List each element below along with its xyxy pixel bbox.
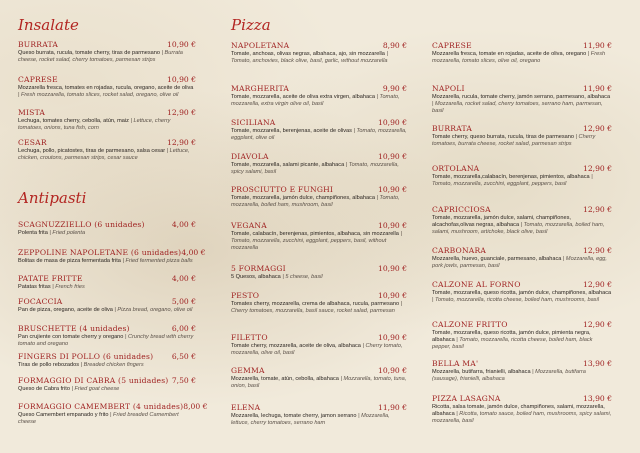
menu-item-price: 11,90 € bbox=[378, 403, 407, 412]
menu-item bbox=[231, 41, 407, 65]
menu-item-header bbox=[231, 84, 407, 93]
menu-item-price: 11,90 € bbox=[583, 84, 612, 93]
menu-item-header bbox=[432, 41, 612, 50]
menu-item-header bbox=[18, 324, 196, 333]
menu-item bbox=[231, 152, 407, 176]
menu-item-name: CAPRESE bbox=[18, 75, 58, 84]
menu-item-name: PIZZA LASAGNA bbox=[432, 394, 501, 403]
menu-item-description-spanish: 5 Quesos, albahaca bbox=[231, 274, 281, 280]
menu-item-description-english: | Fresh mozzarella, tomato slices, rocket salad, oregano, olive oil bbox=[18, 92, 179, 99]
menu-item-name: CAPRICCIOSA bbox=[432, 205, 491, 214]
menu-item-name: FOCACCIA bbox=[18, 297, 63, 306]
menu-item bbox=[18, 324, 196, 348]
menu-item-header bbox=[432, 246, 612, 255]
menu-item-price: 12,90 € bbox=[583, 205, 612, 214]
menu-item-description bbox=[432, 330, 612, 352]
menu-item-name: CESAR bbox=[18, 138, 47, 147]
menu-item-name: NAPOLETANA bbox=[231, 41, 290, 50]
menu-item-name: BELLA MA' bbox=[432, 359, 479, 368]
menu-item-description-english: | Cherry tomato, mozzarella, olive oil, basil bbox=[231, 343, 403, 357]
menu-item-description-english: | Burrata cheese, rocket salad, cherry tomatoes, parmesan strips bbox=[18, 50, 183, 64]
menu-item-description-spanish: Pan de pizza, oregano, aceite de oliva bbox=[18, 307, 113, 313]
menu-item-description bbox=[18, 284, 196, 291]
menu-item bbox=[231, 403, 407, 427]
menu-item-description-spanish: Lechuga, tomates cherry, cebolla, atún, maiz bbox=[18, 118, 129, 124]
menu-item bbox=[18, 402, 208, 426]
menu-item bbox=[432, 124, 612, 148]
menu-item-description bbox=[231, 162, 407, 176]
menu-item-header bbox=[18, 108, 196, 117]
menu-item bbox=[231, 221, 407, 253]
menu-item-description-english: | Crunchy bread with cherry tomato and oregano bbox=[18, 334, 194, 348]
menu-item bbox=[432, 84, 612, 116]
menu-item-description-english: | Fried breaded Camembert cheese bbox=[18, 412, 179, 426]
menu-item-description-english: | Ricotta, tomato sauce, boiled ham, mushrooms, spicy salami, mozzarella, basil bbox=[432, 411, 612, 425]
menu-item-description-english: | Pizza bread, oregano, olive oil bbox=[114, 307, 193, 313]
menu-item-description bbox=[18, 412, 196, 426]
menu-item-name: ELENA bbox=[231, 403, 261, 412]
menu-item-price: 12,90 € bbox=[583, 320, 612, 329]
menu-item-description bbox=[231, 376, 407, 390]
menu-item-header bbox=[432, 124, 612, 133]
menu-item-description bbox=[231, 128, 407, 142]
menu-item-description-english: | Mozzarella, egg, pork jowls, parmesan, basil bbox=[432, 256, 607, 270]
menu-item-name: NAPOLI bbox=[432, 84, 465, 93]
menu-item-description-english: | Tomato, mozzarella, ricotta cheese, boiled ham, black pepper, basil bbox=[432, 337, 593, 351]
menu-item-description bbox=[432, 51, 612, 65]
menu-item-price: 10,90 € bbox=[378, 264, 407, 273]
menu-item-description bbox=[231, 413, 407, 427]
menu-item bbox=[231, 84, 407, 108]
menu-item-description-spanish: Tomate, anchoas, olivas negras, albahaca, ajo, sin mozzarella bbox=[231, 51, 385, 57]
menu-item-header bbox=[18, 402, 208, 411]
menu-item-description bbox=[432, 134, 612, 148]
menu-item-price: 12,90 € bbox=[583, 124, 612, 133]
menu-item-description bbox=[18, 50, 196, 64]
menu-item-description bbox=[231, 94, 407, 108]
menu-item-description-spanish: Lechuga, pollo, picatostes, tiras de parmesano, salsa cesar bbox=[18, 148, 166, 154]
menu-item-name: MISTA bbox=[18, 108, 46, 117]
menu-item-description-english: | Lettuce, cherry tomatoes, onions, tuna fish, corn bbox=[18, 118, 171, 132]
menu-item-description-spanish: Queso burrata, rucula, tomate cherry, tiras de parmesano bbox=[18, 50, 160, 56]
menu-item-name: SCAGNUZZIELLO (6 unidades) bbox=[18, 220, 145, 229]
menu-item-price: 5,00 € bbox=[171, 297, 196, 306]
menu-item-name: DIAVOLA bbox=[231, 152, 269, 161]
menu-item-description-english: | Mozzarella, tomato, tuna, onion, basil bbox=[231, 376, 407, 390]
menu-item bbox=[432, 280, 612, 304]
menu-item-price: 12,90 € bbox=[583, 280, 612, 289]
menu-item bbox=[231, 366, 407, 390]
menu-item-description-spanish: Tomate, mozzarella,calabacín, berenjenas, pimientos, albahaca bbox=[432, 174, 590, 180]
menu-item bbox=[18, 108, 196, 132]
menu-item-price: 8,00 € bbox=[183, 402, 208, 411]
menu-item-description-english: | Tomato, mozzarella, boiled ham, mushroom, basil bbox=[231, 195, 400, 209]
menu-item-price: 12,90 € bbox=[167, 108, 196, 117]
menu-item bbox=[432, 164, 612, 188]
menu-item-price: 12,90 € bbox=[583, 246, 612, 255]
menu-item-description-spanish: Tomate, mozzarella, jamón dulce, salami, champiñones, alcachofas,olivas negras, albahaca bbox=[432, 215, 571, 229]
menu-item-description-spanish: Tiras de pollo rebozados bbox=[18, 362, 80, 368]
menu-item-description bbox=[18, 118, 196, 132]
menu-item bbox=[432, 359, 612, 383]
menu-item-description bbox=[18, 85, 196, 99]
menu-item-description bbox=[432, 174, 612, 188]
menu-item-description-english: | Tomato, mozzarella, zucchini, eggplant, peppers, basil bbox=[432, 174, 593, 188]
menu-item-header bbox=[432, 84, 612, 93]
menu-item bbox=[18, 138, 196, 162]
menu-item-name: ORTOLANA bbox=[432, 164, 480, 173]
menu-item-description-english: | Mozzarella, lettuce, cherry tomatoes, serrano ham bbox=[231, 413, 390, 427]
menu-item-header bbox=[18, 297, 196, 306]
menu-item-header bbox=[432, 320, 612, 329]
menu-item-description bbox=[18, 307, 196, 314]
menu-item-header bbox=[18, 352, 196, 361]
menu-item-description-spanish: Mozzarella fresca, tomates en rojadas, rucula, oregano, aceite de oliva bbox=[18, 85, 194, 91]
menu-item-name: CALZONE AL FORNO bbox=[432, 280, 521, 289]
menu-item-name: FINGERS DI POLLO (6 unidades) bbox=[18, 352, 154, 361]
menu-item-price: 10,90 € bbox=[378, 221, 407, 230]
menu-item-header bbox=[231, 333, 407, 342]
menu-item-description bbox=[231, 343, 407, 357]
menu-item-header bbox=[231, 264, 407, 273]
menu-item-description bbox=[18, 334, 196, 348]
menu-item-header bbox=[231, 291, 407, 300]
menu-item-name: FILETTO bbox=[231, 333, 268, 342]
menu-item-price: 4,00 € bbox=[171, 220, 196, 229]
menu-item-description-english: | 5 cheese, basil bbox=[282, 274, 323, 280]
menu-item-description-spanish: Tomate cherry, queso burrata, rucula, tiras de parmesano bbox=[432, 134, 574, 140]
menu-item-description bbox=[18, 258, 196, 265]
menu-item-description-spanish: Queso de Cabra frito bbox=[18, 386, 70, 392]
menu-item-description bbox=[18, 230, 196, 237]
menu-item-description-spanish: Tomates cherry, mozzarella, crema de albahaca, rucula, parmesano bbox=[231, 301, 400, 307]
menu-item-description-spanish: Mozzarella, huevo, guanciale, parmesano, albahaca bbox=[432, 256, 562, 262]
menu-item-price: 10,90 € bbox=[167, 75, 196, 84]
menu-item-description-english: | Cherry tomatoes, burrata cheese, rocket salad, parmesan strips bbox=[432, 134, 596, 148]
menu-item-name: BURRATA bbox=[18, 40, 59, 49]
menu-item-price: 10,90 € bbox=[378, 333, 407, 342]
menu-item-price: 10,90 € bbox=[378, 152, 407, 161]
menu-item-description-english: | Lettuce, chicken, croutons, parmesan strips, cesar sauce bbox=[18, 148, 190, 162]
menu-item-header bbox=[231, 185, 407, 194]
menu-item-header bbox=[432, 164, 612, 173]
menu-item-price: 10,90 € bbox=[378, 291, 407, 300]
menu-item-header bbox=[18, 376, 196, 385]
menu-item-name: GEMMA bbox=[231, 366, 265, 375]
menu-item-name: SICILIANA bbox=[231, 118, 276, 127]
menu-item-description-spanish: Queso Camembert empanado y frito bbox=[18, 412, 109, 418]
menu-item-description-spanish: Ricotta, salsa tomate, jamón dulce, champiñones, salami, mozzarella, albahaca bbox=[432, 404, 605, 418]
menu-item-price: 13,90 € bbox=[583, 394, 612, 403]
menu-item-description-spanish: Mozzarella, tomate, atún, cebolla, albahaca bbox=[231, 376, 339, 382]
menu-item-price: 10,90 € bbox=[167, 40, 196, 49]
menu-item-description bbox=[432, 290, 612, 304]
menu-item-price: 10,90 € bbox=[378, 118, 407, 127]
menu-item-name: 5 FORMAGGI bbox=[231, 264, 286, 273]
menu-item bbox=[18, 248, 206, 265]
menu-item-description bbox=[432, 94, 612, 116]
menu-item-description bbox=[231, 301, 407, 315]
menu-item-description bbox=[18, 362, 196, 369]
menu-item bbox=[18, 220, 196, 237]
menu-item bbox=[432, 41, 612, 65]
menu-item-description-spanish: Tomate, mozzarella, aceite de oliva extra virgen, albahaca bbox=[231, 94, 375, 100]
section-title-antipasti: Antipasti bbox=[18, 189, 87, 207]
menu-item bbox=[432, 205, 612, 237]
menu-item-name: FORMAGGIO CAMEMBERT (4 unidades) bbox=[18, 402, 184, 411]
menu-item-header bbox=[231, 152, 407, 161]
menu-item-description bbox=[231, 231, 407, 253]
menu-item bbox=[231, 291, 407, 315]
menu-item-description-spanish: Polenta frita bbox=[18, 230, 48, 236]
menu-item-description-english: | Breaded chicken fingers bbox=[80, 362, 144, 368]
menu-item-description-english: | Fried fermented pizza balls bbox=[122, 258, 193, 264]
menu-item-description-spanish: Pan crujiente con tomate cherry y oregano bbox=[18, 334, 124, 340]
menu-item-header bbox=[231, 41, 407, 50]
menu-item bbox=[432, 394, 612, 426]
menu-item-description-english: | Tomato, mozzarella, zucchini, eggplant, peppers, basil, without mozzarella bbox=[231, 231, 402, 252]
menu-item-name: PROSCIUTTO E FUNGHI bbox=[231, 185, 334, 194]
menu-item-price: 8,90 € bbox=[382, 41, 407, 50]
menu-item-name: VEGANA bbox=[231, 221, 267, 230]
menu-item-name: CAPRESE bbox=[432, 41, 472, 50]
menu-item-description bbox=[18, 386, 196, 393]
menu-item-header bbox=[432, 394, 612, 403]
menu-item-price: 4,00 € bbox=[171, 274, 196, 283]
menu-item-description-english: | Fried goat cheese bbox=[71, 386, 120, 392]
menu-item-description-english: | Tomato, mozzarella, eggplant, olive oil bbox=[231, 128, 407, 142]
menu-item-description-spanish: Tomate cherry, mozzarella, aceite de oliva, albahaca bbox=[231, 343, 361, 349]
menu-item bbox=[231, 118, 407, 142]
menu-item-description-spanish: Tomate, mozzarella, queso ricotta, jamón dulce, pimienta negra, albahaca bbox=[432, 330, 591, 344]
menu-item-header bbox=[432, 280, 612, 289]
menu-item-description bbox=[432, 215, 612, 237]
menu-item-description-english: | French fries bbox=[52, 284, 85, 290]
menu-item bbox=[18, 376, 196, 393]
menu-item-description bbox=[432, 256, 612, 270]
menu-item-description-english: | Tomato, mozzarella, ricotta cheese, boiled ham, mushrooms, basil bbox=[432, 297, 599, 304]
menu-item-description-english: | Cherry tomatoes, mozzarella, basil sauce, rocket salad, parmesan bbox=[231, 301, 403, 315]
menu-item-name: BRUSCHETTE (4 unidades) bbox=[18, 324, 130, 333]
menu-item-name: CARBONARA bbox=[432, 246, 487, 255]
section-title-insalate: Insalate bbox=[18, 16, 79, 34]
menu-item-price: 4,00 € bbox=[181, 248, 206, 257]
menu-item-description-spanish: Mozzarella, butifarra, frianielli, albahaca bbox=[432, 369, 531, 375]
menu-item-name: ZEPPOLINE NAPOLETANE (6 unidades) bbox=[18, 248, 182, 257]
menu-item-description bbox=[231, 274, 407, 281]
menu-item-description-english: | Tomato, mozzarella, boiled ham, salami, mushroom, artichoke, black olive, basil bbox=[432, 222, 605, 236]
menu-item bbox=[18, 40, 196, 64]
menu-item bbox=[18, 274, 196, 291]
menu-item-header bbox=[231, 403, 407, 412]
menu-item bbox=[18, 297, 196, 314]
menu-item-description-spanish: Tomate, calabacín, berenjenas, pimientos, albahaca, sin mozzarella bbox=[231, 231, 399, 237]
menu-item-price: 10,90 € bbox=[378, 185, 407, 194]
menu-item-name: BURRATA bbox=[432, 124, 473, 133]
menu-item-description-english: | Mozzarella, butifarra (sausage), frianielli, albahaca bbox=[432, 369, 586, 383]
menu-item bbox=[231, 264, 407, 281]
menu-item-name: CALZONE FRITTO bbox=[432, 320, 508, 329]
menu-item-price: 6,00 € bbox=[171, 324, 196, 333]
menu-item-header bbox=[231, 118, 407, 127]
menu-item-description-spanish: Mozzarella fresca, tomate en rojadas, aceite de oliva, oregano bbox=[432, 51, 587, 57]
menu-item-header bbox=[432, 205, 612, 214]
menu-item-price: 13,90 € bbox=[583, 359, 612, 368]
menu-item-price: 7,50 € bbox=[171, 376, 196, 385]
menu-item-description-spanish: Tomate, mozzarella, salami picante, albahaca bbox=[231, 162, 345, 168]
menu-item bbox=[231, 185, 407, 209]
menu-item-description-spanish: Tomate, mozzarella, berenjenas, aceite de olivas bbox=[231, 128, 352, 134]
menu-item-price: 12,90 € bbox=[167, 138, 196, 147]
menu-item-description bbox=[231, 195, 407, 209]
menu-item-header bbox=[231, 221, 407, 230]
menu-item-description bbox=[18, 148, 196, 162]
menu-item-description-spanish: Tomate, mozzarella, queso ricotta, jamón dulce, champiñones, albahaca bbox=[432, 290, 612, 296]
menu-item-name: PESTO bbox=[231, 291, 260, 300]
menu-item-header bbox=[18, 138, 196, 147]
menu-item bbox=[18, 75, 196, 99]
menu-item-header bbox=[18, 248, 206, 257]
menu-item-name: PATATE FRITTE bbox=[18, 274, 83, 283]
menu-item-description-spanish: Patatas fritas bbox=[18, 284, 51, 290]
menu-item-header bbox=[18, 220, 196, 229]
menu-item bbox=[432, 320, 612, 352]
menu-item-description bbox=[432, 404, 612, 426]
menu-item-description-english: | Mozzarella, rocket salad, cherry tomatoes, serrano ham, parmesan, basil bbox=[432, 101, 603, 115]
menu-item-header bbox=[432, 359, 612, 368]
menu-item-header bbox=[18, 274, 196, 283]
menu-item-header bbox=[18, 75, 196, 84]
menu-item-description-english: | Tomato, mozzarella, extra virgin olive oil, basil bbox=[231, 94, 400, 108]
menu-item-description-spanish: Mozzarella, rucula, tomate cherry, jamón serrano, parmesano, albahaca bbox=[432, 94, 611, 100]
menu-item-description-spanish: Tomate, mozzarella, jamón dulce, champiñones, albahaca bbox=[231, 195, 375, 201]
menu-item-price: 6,50 € bbox=[171, 352, 196, 361]
menu-item-price: 12,90 € bbox=[583, 164, 612, 173]
menu-item-name: FORMAGGIO DI CABRA (5 unidades) bbox=[18, 376, 169, 385]
menu-item-description-spanish: Bolitas de masa de pizza fermentada frita bbox=[18, 258, 121, 264]
menu-item-description-english: | Fried polenta bbox=[49, 230, 86, 236]
menu-item bbox=[231, 333, 407, 357]
menu-item-header bbox=[18, 40, 196, 49]
menu-item-description-english: | Tomato, mozzarella, spicy salami, basil bbox=[231, 162, 399, 176]
menu-item-price: 11,90 € bbox=[583, 41, 612, 50]
menu-item-header bbox=[231, 366, 407, 375]
menu-item-name: MARGHERITA bbox=[231, 84, 290, 93]
menu-item-description bbox=[432, 369, 612, 383]
menu-item bbox=[18, 352, 196, 369]
menu-item-description-spanish: Mozzarella, lechuga, tomate cherry, jamon serrano bbox=[231, 413, 357, 419]
menu-item-price: 9,90 € bbox=[382, 84, 407, 93]
menu-item-price: 10,90 € bbox=[378, 366, 407, 375]
menu-item bbox=[432, 246, 612, 270]
menu-item-description bbox=[231, 51, 407, 65]
menu-item-description-english: | Tomato, anchovies, black olive, basil, garlic, without mozzarella bbox=[231, 51, 388, 65]
menu-item-description-english: | Fresh mozzarella, tomato slices, olive oil, oregano bbox=[432, 51, 606, 65]
section-title-pizza: Pizza bbox=[231, 16, 271, 34]
